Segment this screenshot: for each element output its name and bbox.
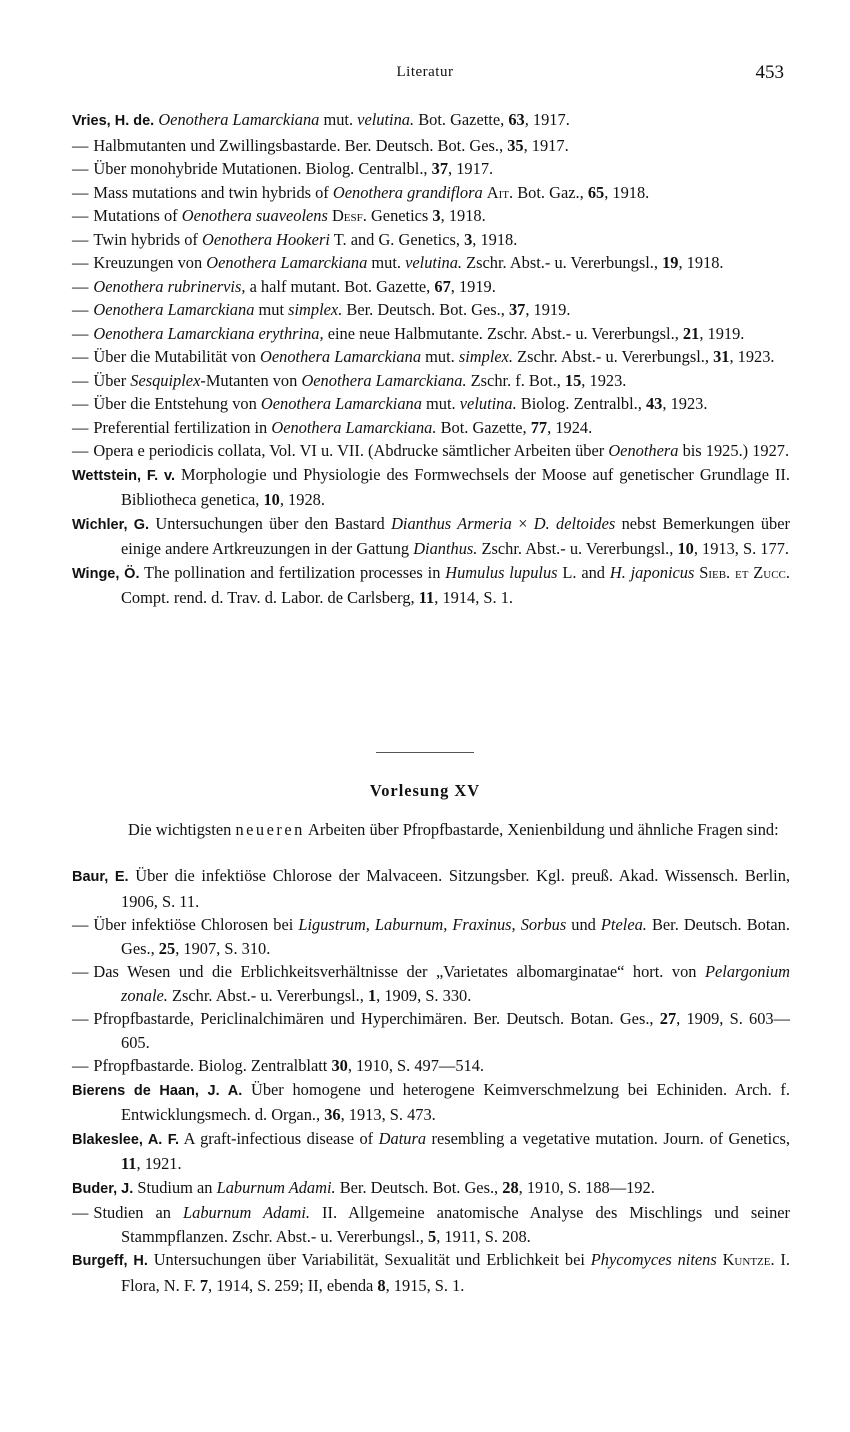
reference-author: Baur, E. <box>72 869 129 885</box>
reference-author: Buder, J. <box>72 1180 134 1197</box>
emphasis-word: neueren <box>235 820 305 839</box>
reference-entry: — Oenothera Lamarckiana erythrina, eine neue Halbmutante. Zschr. Abst.- u. Vererbungsl., 21, 1919. <box>72 323 745 343</box>
reference-entry: — Über die Mutabilität von Oenothera Lamarckiana mut. simplex. Zschr. Abst.- u. Vererbungsl., 31, 1923. <box>72 347 775 366</box>
reference-author: Burgeff, H. <box>72 1253 148 1269</box>
bibliography-list-upper <box>72 108 790 610</box>
bibliography-list-lower <box>72 864 790 1297</box>
reference-entry: — Pfropfbastarde. Biolog. Zentralblatt 30, 1910, S. 497—514. <box>72 1056 485 1075</box>
intro-paragraph: Die wichtigsten neueren Arbeiten über Pfropfbastarde, Xenienbildung und ähnliche Fragen sind: <box>128 820 779 839</box>
reference-entry: Burgeff, H. Untersuchungen über Variabilität, Sexualität und Erblichkeit bei Phycomyces nitens Kuntze. I. Flora, N. F. 7, 1914, S. 259; II, ebenda 8, 1915, S. 1. <box>72 1250 790 1295</box>
reference-entry: Wettstein, F. v. Morphologie und Physiologie des Formwechsels der Moose auf genetischer Grundlage II. Bibliotheca genetica, 10, 1928. <box>72 464 790 509</box>
reference-entry: — Twin hybrids of Oenothera Hookeri T. and G. Genetics, 3, 1918. <box>72 229 518 249</box>
reference-entry: — Über infektiöse Chlorosen bei Ligustrum, Laburnum, Fraxinus, Sorbus und Ptelea. Ber. Deutsch. Botan. Ges., 25, 1907, S. 310. <box>72 915 790 958</box>
reference-author: Winge, Ö. <box>72 565 140 582</box>
reference-entry: — Über die Entstehung von Oenothera Lamarckiana mut. velutina. Biolog. Zentralbl., 43, 1923. <box>72 394 708 413</box>
reference-author: Vries, H. de. <box>72 113 155 129</box>
reference-entry: — Mutations of Oenothera suaveolens Desf. Genetics 3, 1918. <box>72 206 486 225</box>
reference-entry: — Studien an Laburnum Adami. II. Allgemeine anatomische Analyse des Mischlings und seiner Stammpflanzen. Zschr. Abst.- u. Vererbungsl., 5, 1911, S. 208. <box>72 1203 791 1246</box>
reference-entry: — Oenothera rubrinervis, a half mutant. Bot. Gazette, 67, 1919. <box>72 276 496 296</box>
reference-entry: Vries, H. de. Oenothera Lamarckiana mut. velutina. Bot. Gazette, 63, 1917. <box>72 110 570 129</box>
section-heading: Vorlesung XV <box>369 781 481 800</box>
reference-author: Wettstein, F. v. <box>72 467 176 484</box>
reference-entry: Wichler, G. Untersuchungen über den Bastard Dianthus Armeria × D. deltoides nebst Bemerkungen über einige andere Artkreuzungen in der Gattung Dianthus. Zschr. Abst.- u. Vererbungsl., 10, 1913, S. 177. <box>72 513 790 558</box>
reference-entry: — Über Sesquiplex-Mutanten von Oenothera Lamarckiana. Zschr. f. Bot., 15, 1923. <box>72 370 627 390</box>
reference-entry: — Kreuzungen von Oenothera Lamarckiana mut. velutina. Zschr. Abst.- u. Vererbungsl., 19, 1918. <box>72 253 724 272</box>
reference-entry: — Oenothera Lamarckiana mut simplex. Ber. Deutsch. Bot. Ges., 37, 1919. <box>72 300 571 319</box>
reference-entry: — Pfropfbastarde, Periclinalchimären und Hyperchimären. Ber. Deutsch. Botan. Ges., 27, 1909, S. 603—605. <box>72 1009 791 1052</box>
reference-entry: — Das Wesen und die Erblichkeitsverhältnisse der „Varietates albomarginatae“ hort. von Pelargonium zonale. Zschr. Abst.- u. Vererbungsl., 1, 1909, S. 330. <box>72 962 790 1005</box>
section-divider <box>376 752 474 753</box>
reference-entry: — Opera e periodicis collata, Vol. VI u. VII. (Abdrucke sämtlicher Arbeiten über Oenothera bis 1925.) 1927. <box>72 441 790 460</box>
reference-entry: — Mass mutations and twin hybrids of Oenothera grandiflora Ait. Bot. Gaz., 65, 1918. <box>72 182 650 202</box>
reference-entry: Bierens de Haan, J. A. Über homogene und heterogene Keimverschmelzung bei Echiniden. Arch. f. Entwicklungsmech. d. Organ., 36, 1913, S. 473. <box>72 1079 790 1124</box>
running-header <box>0 64 850 86</box>
reference-author: Wichler, G. <box>72 516 150 533</box>
reference-author: Blakeslee, A. F. <box>72 1131 180 1148</box>
running-title: Literatur <box>396 64 454 80</box>
reference-entry: — Halbmutanten und Zwillingsbastarde. Ber. Deutsch. Bot. Ges., 35, 1917. <box>72 135 569 155</box>
page-number: 453 <box>755 62 784 83</box>
reference-entry: — Über monohybride Mutationen. Biolog. Centralbl., 37, 1917. <box>72 159 494 178</box>
reference-entry: Buder, J. Studium an Laburnum Adami. Ber. Deutsch. Bot. Ges., 28, 1910, S. 188—192. <box>72 1177 655 1197</box>
reference-entry: Winge, Ö. The pollination and fertilization processes in Humulus lupulus L. and H. japonicus Sieb. et Zucc. Compt. rend. d. Trav. d. Labor. de Carlsberg, 11, 1914, S. 1. <box>72 562 790 607</box>
reference-entry: Baur, E. Über die infektiöse Chlorose der Malvaceen. Sitzungsber. Kgl. preuß. Akad. Wissensch. Berlin, 1906, S. 11. <box>72 866 790 911</box>
reference-entry: Blakeslee, A. F. A graft-infectious disease of Datura resembling a vegetative mutation. Journ. of Genetics, 11, 1921. <box>72 1128 790 1173</box>
reference-author: Bierens de Haan, J. A. <box>72 1082 243 1099</box>
reference-entry: — Preferential fertilization in Oenothera Lamarckiana. Bot. Gazette, 77, 1924. <box>72 417 593 437</box>
